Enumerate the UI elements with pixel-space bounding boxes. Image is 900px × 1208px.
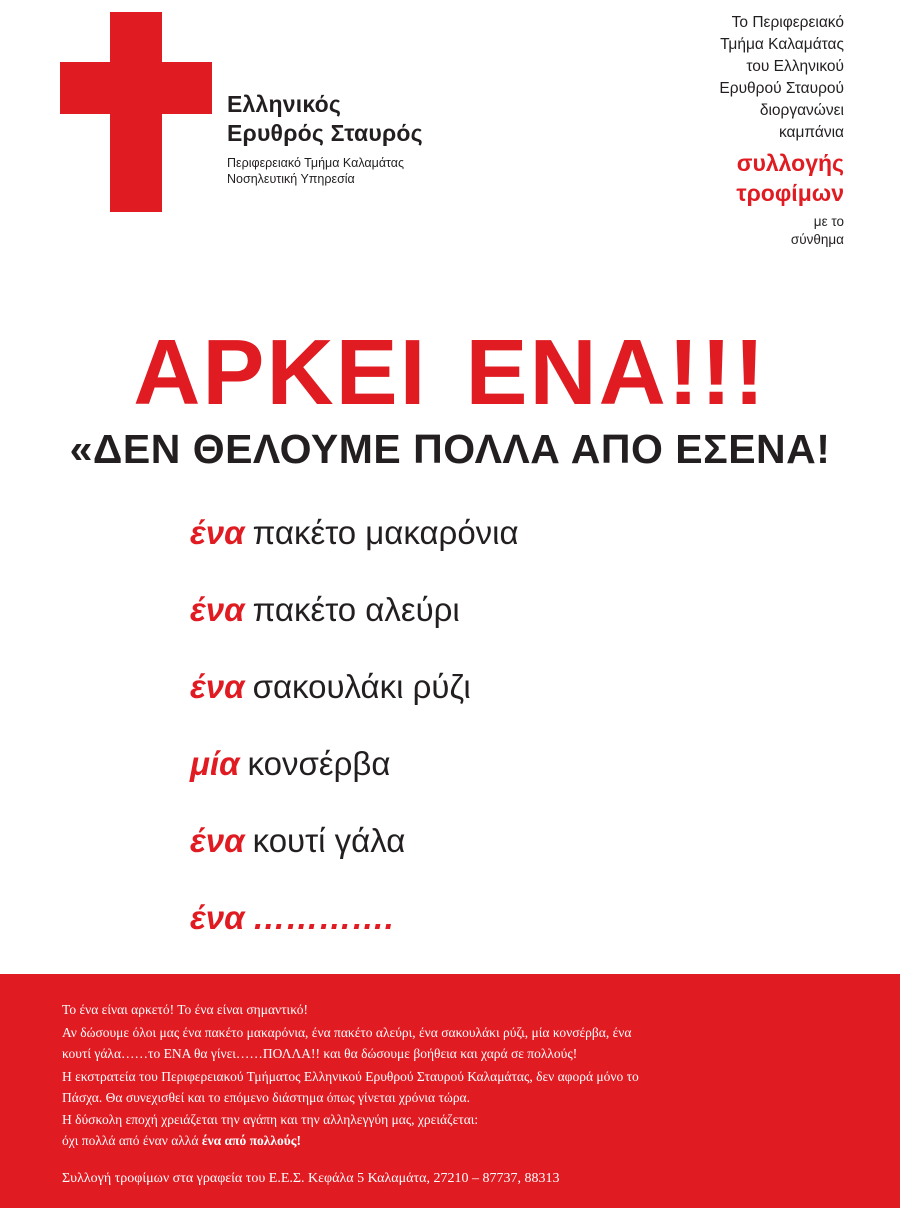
campaign-intro-line4: Ερυθρού Σταυρού	[719, 80, 844, 97]
organization-name-block	[227, 90, 423, 188]
item-label: σακουλάκι ρύζι	[252, 668, 471, 706]
poster-footer	[0, 974, 900, 1208]
item-label: πακέτο μακαρόνια	[252, 514, 519, 552]
campaign-motto-line1: με το	[813, 213, 844, 229]
organization-name-line1: Ελληνικός	[227, 91, 342, 117]
item-label: κουτί γάλα	[252, 822, 406, 860]
footer-paragraph-3-line2: Πάσχα. Θα συνεχισθεί και το επόμενο διάστημα όπως γίνεται χρόνια τώρα.	[62, 1089, 470, 1105]
footer-contact-info: Συλλογή τροφίμων στα γραφεία του Ε.Ε.Σ. Κεφάλα 5 Καλαμάτα, 27210 – 87737, 88313	[62, 1171, 560, 1187]
organization-name-line2: Ερυθρός Σταυρός	[227, 119, 423, 146]
footer-paragraph-2-line1: Αν δώσουμε όλοι μας ένα πακέτο μακαρόνια, ένα πακέτο αλεύρι, ένα σακουλάκι ρύζι, μία κονσέρβα, ένα	[62, 1024, 632, 1040]
item-quantity: ένα	[190, 668, 245, 706]
item-label: ………….	[252, 899, 394, 937]
list-item	[190, 514, 900, 552]
item-quantity: μία	[190, 745, 240, 783]
campaign-highlight-line1: συλλογής	[736, 150, 844, 176]
footer-paragraph-2	[0, 1023, 900, 1065]
footer-call-plain: όχι πολλά από έναν αλλά	[62, 1133, 202, 1149]
item-label: πακέτο αλεύρι	[252, 591, 460, 629]
organization-branch-line2: Νοσηλευτική Υπηρεσία	[227, 172, 355, 187]
poster-headline	[0, 320, 900, 424]
red-cross-horizontal-bar	[60, 62, 212, 114]
list-item	[190, 591, 900, 629]
poster-subheadline: «ΔΕΝ ΘΕΛΟΥΜΕ ΠΟΛΛΑ ΑΠΟ ΕΣΕΝΑ!	[69, 426, 831, 472]
item-quantity: ένα	[190, 822, 245, 860]
campaign-intro-line5: διοργανώνει	[759, 102, 844, 119]
footer-paragraph-4	[0, 1110, 900, 1152]
campaign-intro-block	[584, 12, 844, 249]
list-item	[190, 745, 900, 783]
footer-paragraph-1: Το ένα είναι αρκετό! Το ένα είναι σημαντικό!	[62, 1001, 308, 1017]
headline-word-2: ΕΝΑ!!!	[465, 320, 767, 424]
campaign-intro-line6: καμπάνια	[778, 124, 844, 141]
footer-paragraph-3	[0, 1067, 900, 1109]
item-quantity: ένα	[190, 899, 245, 937]
campaign-motto-line2: σύνθημα	[790, 231, 844, 247]
footer-paragraph-3-line1: Η εκστρατεία του Περιφερειακού Τμήματος Ελληνικού Ερυθρού Σταυρού Καλαμάτας, δεν αφορά μόνο το	[62, 1068, 639, 1084]
campaign-intro-line1: Το Περιφερειακό	[731, 14, 844, 31]
list-item	[190, 668, 900, 706]
item-quantity: ένα	[190, 514, 245, 552]
poster-header	[0, 0, 900, 260]
footer-paragraph-4-line1: Η δύσκολη εποχή χρειάζεται την αγάπη και την αλληλεγγύη μας, χρειάζεται:	[62, 1112, 479, 1128]
organization-logo-block	[48, 10, 423, 210]
list-item	[190, 899, 900, 937]
campaign-intro-line2: Τμήμα Καλαμάτας	[720, 36, 844, 53]
organization-branch-line1: Περιφερειακό Τμήμα Καλαμάτας	[227, 155, 405, 170]
headline-word-1: ΑΡΚΕΙ	[133, 320, 428, 424]
donation-items-list	[0, 514, 900, 937]
footer-paragraph-2-line2: κουτί γάλα……το ΕΝΑ θα γίνει……ΠΟΛΛΑ!! και θα δώσουμε βοήθεια και χαρά σε πολλούς!	[62, 1045, 578, 1061]
red-cross-icon	[48, 10, 223, 210]
footer-paragraph-4-line2	[62, 1131, 838, 1152]
campaign-highlight-line2: τροφίμων	[736, 180, 844, 207]
item-quantity: ένα	[190, 591, 245, 629]
campaign-intro-line3: του Ελληνικού	[746, 58, 844, 75]
footer-call-bold: ένα από πολλούς!	[201, 1133, 301, 1149]
item-label: κονσέρβα	[247, 745, 391, 783]
list-item	[190, 822, 900, 860]
